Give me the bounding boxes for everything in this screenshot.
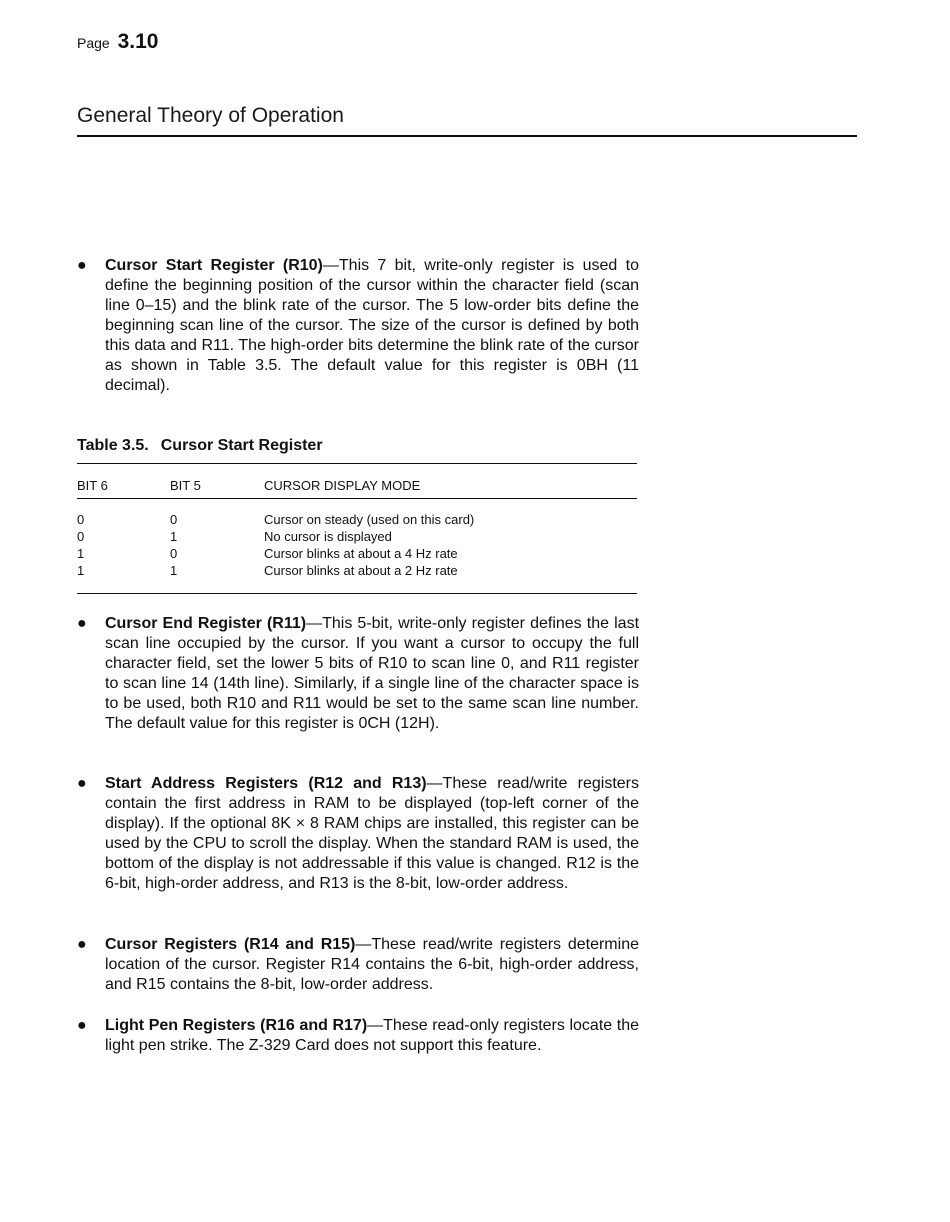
table-cell-bit5: 0 bbox=[170, 546, 178, 561]
page-label: Page bbox=[77, 35, 110, 51]
bullet-cursor-start-register bbox=[77, 256, 639, 396]
page-number: 3.10 bbox=[117, 30, 159, 53]
page-header bbox=[77, 30, 158, 54]
table-cell-mode: Cursor blinks at about a 4 Hz rate bbox=[264, 546, 458, 561]
table-cell-bit5: 1 bbox=[170, 563, 178, 578]
table-top-rule bbox=[77, 463, 637, 464]
bullet-cursor-registers bbox=[77, 935, 639, 995]
bullet-text: —These read/write registers determine location of the cursor. Register R14 contains the 6-bit, high-order address, and R15 contains the 8-bit, low-order address. bbox=[105, 936, 639, 993]
bullet-dot: ● bbox=[77, 615, 87, 632]
bullet-body bbox=[105, 774, 639, 894]
bullet-body bbox=[105, 614, 639, 734]
bullet-cursor-end-register bbox=[77, 614, 639, 734]
bullet-dot: ● bbox=[77, 775, 87, 792]
section-divider bbox=[77, 135, 857, 137]
table-header-bit6: BIT 6 bbox=[77, 478, 108, 493]
bullet-light-pen-registers bbox=[77, 1016, 639, 1056]
bullet-text: —These read/write registers contain the first address in RAM to be displayed (top-left corner of the display). If the optional 8K × 8 RAM chips are installed, this register can be used by the CPU to scroll the display. When the standard RAM is used, the bottom of the display is not addressable if this value is changed. R12 is the 6-bit, high-order address, and R13 is the 8-bit, low-order address. bbox=[105, 775, 639, 892]
bullet-dot: ● bbox=[77, 936, 87, 953]
table-caption-number: Table 3.5. bbox=[77, 437, 149, 454]
bullet-body bbox=[105, 1016, 639, 1056]
bullet-body bbox=[105, 256, 639, 396]
bullet-lead: Cursor End Register (R11) bbox=[105, 615, 307, 632]
table-cell-bit6: 0 bbox=[77, 512, 85, 527]
bullet-dot: ● bbox=[77, 1017, 87, 1034]
bullet-text: —These read-only registers locate the light pen strike. The Z-329 Card does not support this feature. bbox=[105, 1017, 640, 1054]
table-cell-bit6: 0 bbox=[77, 529, 85, 544]
table-cell-bit6: 1 bbox=[77, 563, 85, 578]
bullet-start-address-registers bbox=[77, 774, 639, 894]
bullet-body bbox=[105, 935, 639, 995]
table-cell-bit5: 0 bbox=[170, 512, 178, 527]
table-cell-mode: No cursor is displayed bbox=[264, 529, 392, 544]
bullet-lead: Light Pen Registers (R16 and R17) bbox=[105, 1017, 368, 1034]
table-cell-bit5: 1 bbox=[170, 529, 178, 544]
table-caption bbox=[77, 437, 323, 455]
bullet-lead: Cursor Start Register (R10) bbox=[105, 257, 323, 274]
table-cell-mode: Cursor blinks at about a 2 Hz rate bbox=[264, 563, 458, 578]
bullet-lead: Cursor Registers (R14 and R15) bbox=[105, 936, 356, 953]
table-header-mode: CURSOR DISPLAY MODE bbox=[264, 478, 421, 493]
table-header-bit5: BIT 5 bbox=[170, 478, 201, 493]
bullet-text: —This 7 bit, write-only register is used to define the beginning position of the cursor within the character field (scan line 0–15) and the blink rate of the cursor. The 5 low-order bits define the beginning scan line of the cursor. The size of the cursor is defined by both this data and R11. The high-order bits determine the blink rate of the cursor as shown in Table 3.5. The default value for this register is 0BH (11 decimal). bbox=[105, 257, 639, 394]
bullet-text: —This 5-bit, write-only register defines the last scan line occupied by the cursor. If you want a cursor to occupy the full character field, set the lower 5 bits of R10 to scan line 0, and R11 register to scan line 14 (14th line). Similarly, if a single line of the character space is to be used, both R10 and R11 would be set to the same scan line number. The default value for this register is 0CH (12H). bbox=[105, 615, 640, 732]
bullet-dot: ● bbox=[77, 257, 87, 274]
table-bottom-rule bbox=[77, 593, 637, 594]
table-caption-title: Cursor Start Register bbox=[160, 437, 323, 454]
table-cell-mode: Cursor on steady (used on this card) bbox=[264, 512, 475, 527]
table-cell-bit6: 1 bbox=[77, 546, 85, 561]
section-title: General Theory of Operation bbox=[77, 104, 344, 127]
bullet-lead: Start Address Registers (R12 and R13) bbox=[105, 775, 427, 792]
table-header-rule bbox=[77, 498, 637, 499]
